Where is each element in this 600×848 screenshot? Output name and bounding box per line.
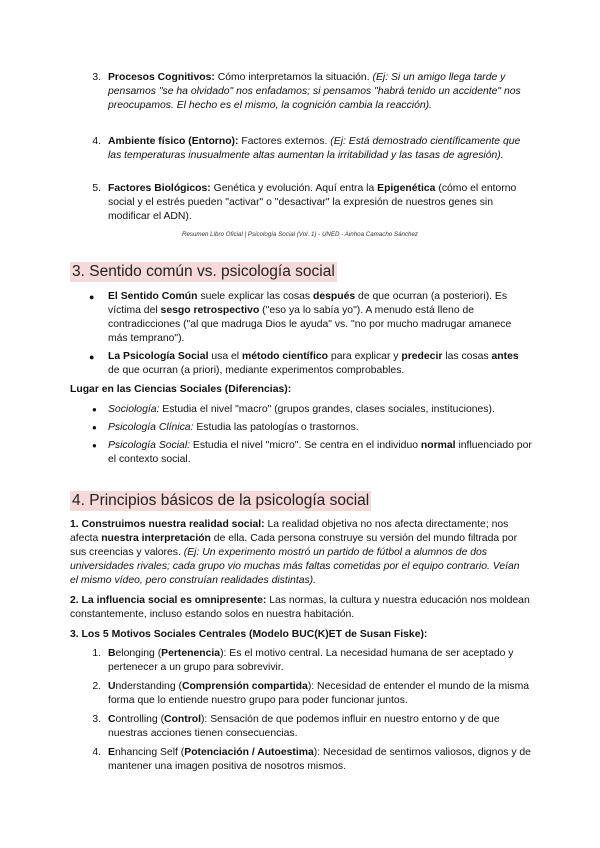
text: de que ocurran (a posteriori). Es víctima del [108,291,508,316]
bold-term: normal [420,440,456,451]
text: ontrolling ( [115,714,165,725]
text: usa el [208,351,242,362]
item-title: Factores Biológicos: [108,183,211,194]
principle-title: 2. La influencia social es omnipresente: [70,595,267,606]
text: Estudia el nivel "macro" (grupos grandes, clases sociales, instituciones). [159,404,495,415]
subitem-psicologia-clinica [108,421,538,435]
text: nhancing Self ( [114,747,185,758]
text: ): Es el motivo central. La necesidad humana de ser aceptado y pertenecer a un grupo para sobrevivir. [108,648,514,673]
letter: U [108,681,116,692]
text: ): Necesidad de sentirnos valiosos, dignos y de mantener una imagen positiva de nosotros mismos. [108,747,531,772]
bullet-icon: ● [89,292,95,302]
principle-2 [70,594,530,622]
text: ): Sensación de que podemos influir en nuestro entorno y de que nuestras acciones tienen consecuencias. [108,714,500,739]
subheading-ciencias-sociales [70,383,530,397]
item-text: (cómo el entorno social y el estrés pueden "activar" o "desactivar" la expresión de nuestros genes sin modificar el ADN). [108,183,517,222]
item-title: Ambiente físico (Entorno): [108,136,239,147]
bold-term: La Psicología Social [108,351,209,362]
text: influenciado por el contexto social. [108,440,532,465]
list-number: 4. [92,747,101,758]
subitem-sociologia [108,403,538,417]
letter: B [108,648,116,659]
subheading-text: Lugar en las Ciencias Sociales (Diferencias): [70,384,292,395]
principle-title: 1. Construimos nuestra realidad social: [70,519,265,530]
list-item-biological [108,182,533,224]
list-number: 5. [92,183,101,194]
text: La realidad objetiva no nos afecta directamente; nos afecta [70,519,509,544]
bold-term: Pertenencia [161,648,221,659]
bullet-circle-icon: ● [92,405,97,414]
text: ): Necesidad de entender el mundo de la misma forma que lo entiende nuestro grupo para poder funcionar juntos. [108,681,530,706]
bullet-circle-icon: ● [92,423,97,432]
text: Estudia las patologías o trastornos. [193,422,359,433]
principle-1 [70,518,530,588]
bold-term: método científico [242,351,329,362]
item-text: Cómo interpretamos la situación. [214,72,373,83]
list-number: 3. [92,72,101,83]
subitem-psicologia-social [108,439,533,467]
text: ("eso ya lo sabía yo"). A menudo está lleno de contradicciones ("al que madruga Dios le ayuda" vs. "no por mucho madrugar amanece más temprano"). [108,305,512,344]
bullet-sentido-comun [108,290,533,346]
list-number: 3. [92,714,101,725]
section-heading-4: 4. Principios básicos de la psicología social [72,492,370,509]
list-item-cognitive [108,71,533,113]
label: Sociología: [108,404,160,415]
bold-term: predecir [401,351,443,362]
bold-term: después [313,291,356,302]
motive-belonging [108,647,533,675]
bold-term: Control [164,714,201,725]
list-number: 4. [92,136,101,147]
item-example: (Ej: Está demostrado científicamente que las temperaturas inusualmente altas aumentan la irritabilidad y las tasas de agresión). [108,136,521,161]
item-example: (Ej: Si un amigo llega tarde y pensamos "se ha olvidado" nos enfadamos; si pensamos "habrá tenido un accidente" nos preocupamos. El hecho es el mismo, la cognición cambia la reacción). [108,72,521,111]
text: elonging ( [115,648,162,659]
item-text: Factores externos. [238,136,331,147]
bold-term: Potenciación / Autoestima [184,747,314,758]
bold-term: El Sentido Común [108,291,198,302]
example: (Ej: Un experimento mostró un partido de fútbol a alumnos de dos universidades rivales; cada grupo vio muchas más faltas cometidas por el equipo contrario. Veían el mismo vídeo, pero construían realidades distintas). [70,547,520,586]
bold-term: sesgo retrospectivo [160,305,260,316]
principle-3 [70,628,530,642]
list-number: 2. [92,681,101,692]
bold-term: Comprensión compartida [181,681,308,692]
principle-title: 3. Los 5 Motivos Sociales Centrales (Modelo BUC(K)ET de Susan Fiske): [70,629,428,640]
list-number: 1. [92,648,101,659]
text: de que ocurran (a priori), mediante experimentos comprobables. [108,365,405,376]
text: nderstanding ( [115,681,182,692]
letter: C [108,714,116,725]
text: para explicar y [328,351,402,362]
text: Las normas, la cultura y nuestra educación nos moldean constantemente, incluso estando solos en nuestra habitación. [70,595,530,620]
bold-term: antes [491,351,519,362]
text: de ella. Cada persona construye su versión del mundo filtrada por sus creencias y valores. [70,533,518,558]
page-footer: Resumen Libro Oficial | Psicología Social (Vol. 1) - UNED - Ainhoa Camacho Sánchez [181,231,419,238]
motive-controlling [108,713,533,741]
section-heading-3: 3. Sentido común vs. psicología social [72,263,335,280]
list-item-environment [108,135,533,163]
bullet-psicologia-social [108,350,533,378]
bullet-circle-icon: ● [92,441,97,450]
label: Psicología Social: [108,440,191,451]
text: Estudia el nivel "micro". Se centra en el individuo [190,440,421,451]
item-text: Genética y evolución. Aquí entra la [210,183,378,194]
motive-enhancing-self [108,746,533,774]
text: suele explicar las cosas [197,291,313,302]
label: Psicología Clínica: [108,422,194,433]
item-bold: Epigenética [377,183,436,194]
letter: E [108,747,115,758]
text: las cosas [442,351,492,362]
item-title: Procesos Cognitivos: [108,72,215,83]
motive-understanding [108,680,533,708]
bold-term: nuestra interpretación [101,533,211,544]
bullet-icon: ● [89,352,95,362]
